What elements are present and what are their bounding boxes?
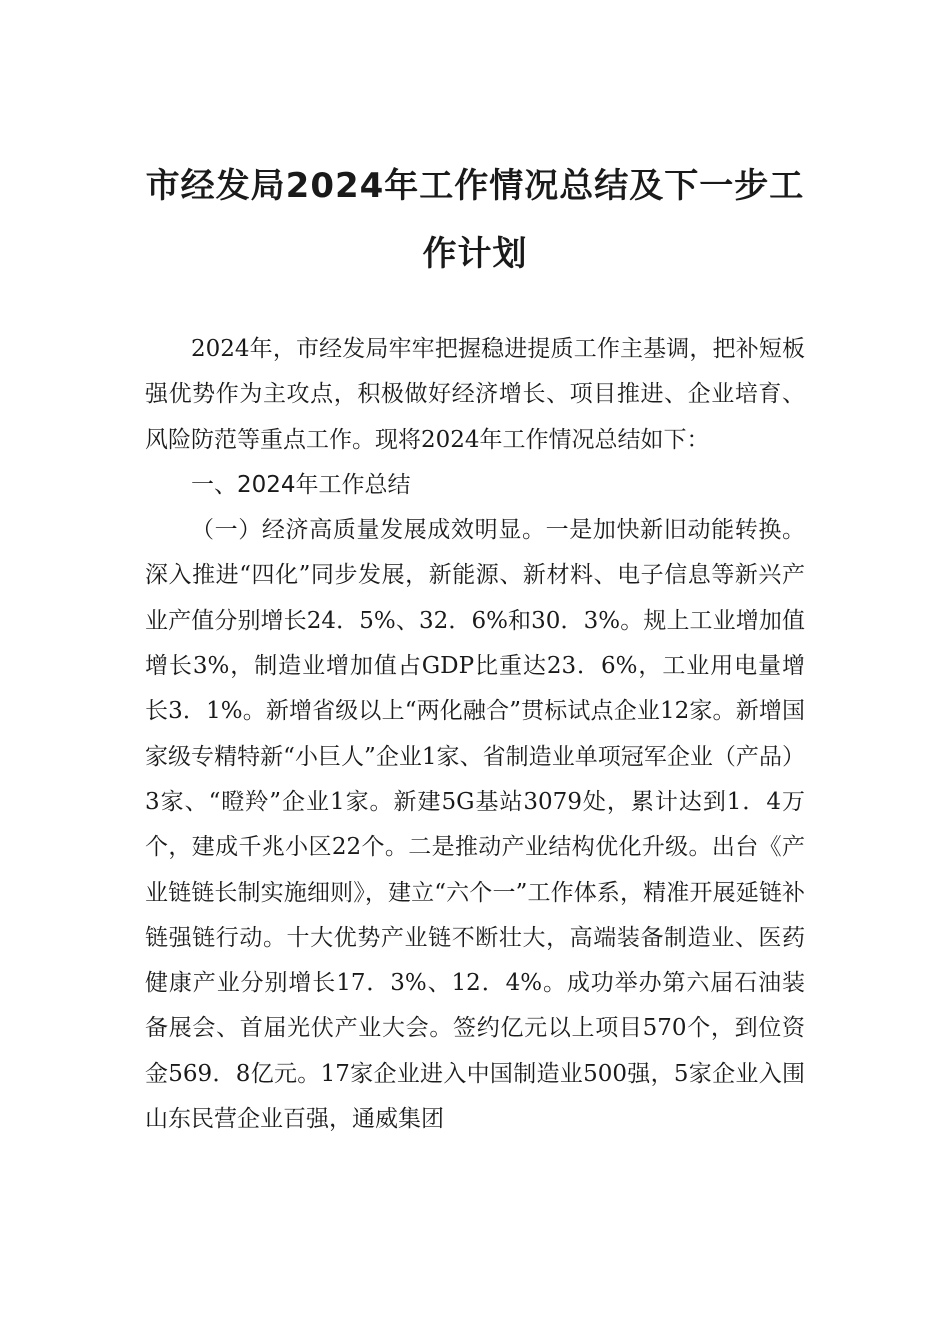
document-title: 市经发局2024年工作情况总结及下一步工作计划: [145, 166, 805, 274]
section-paragraph: （一）经济高质量发展成效明显。一是加快新旧动能转换。深入推进“四化”同步发展，新能源、新材料、电子信息等新兴产业产值分别增长24．5%、32．6%和30．3%。规上工业增加值增长3%，制造业增加值占GDP比重达23．6%，工业用电量增长3．1%。新增省级以上“两化融合”贯标试点企业12家。新增国家级专精特新“小巨人”企业1家、省制造业单项冠军企业（产品）3家、“瞪羚”企业1家。新建5G基站3079处，累计达到1．4万个，建成千兆小区22个。二是推动产业结构优化升级。出台《产业链链长制实施细则》，建立“六个一”工作体系，精准开展延链补链强链行动。十大优势产业链不断壮大，高端装备制造业、医药健康产业分别增长17．3%、12．4%。成功举办第六届石油装备展会、首届光伏产业大会。签约亿元以上项目570个，到位资金569．8亿元。17家企业进入中国制造业500强，5家企业入围山东民营企业百强，通威集团: [145, 517, 805, 1133]
intro-paragraph: 2024年，市经发局牢牢把握稳进提质工作主基调，把补短板强优势作为主攻点，积极做好经济增长、项目推进、企业培育、风险防范等重点工作。现将2024年工作情况总结如下：: [145, 336, 805, 453]
section-heading: 一、2024年工作总结: [191, 471, 411, 498]
document-body: [145, 327, 805, 1142]
